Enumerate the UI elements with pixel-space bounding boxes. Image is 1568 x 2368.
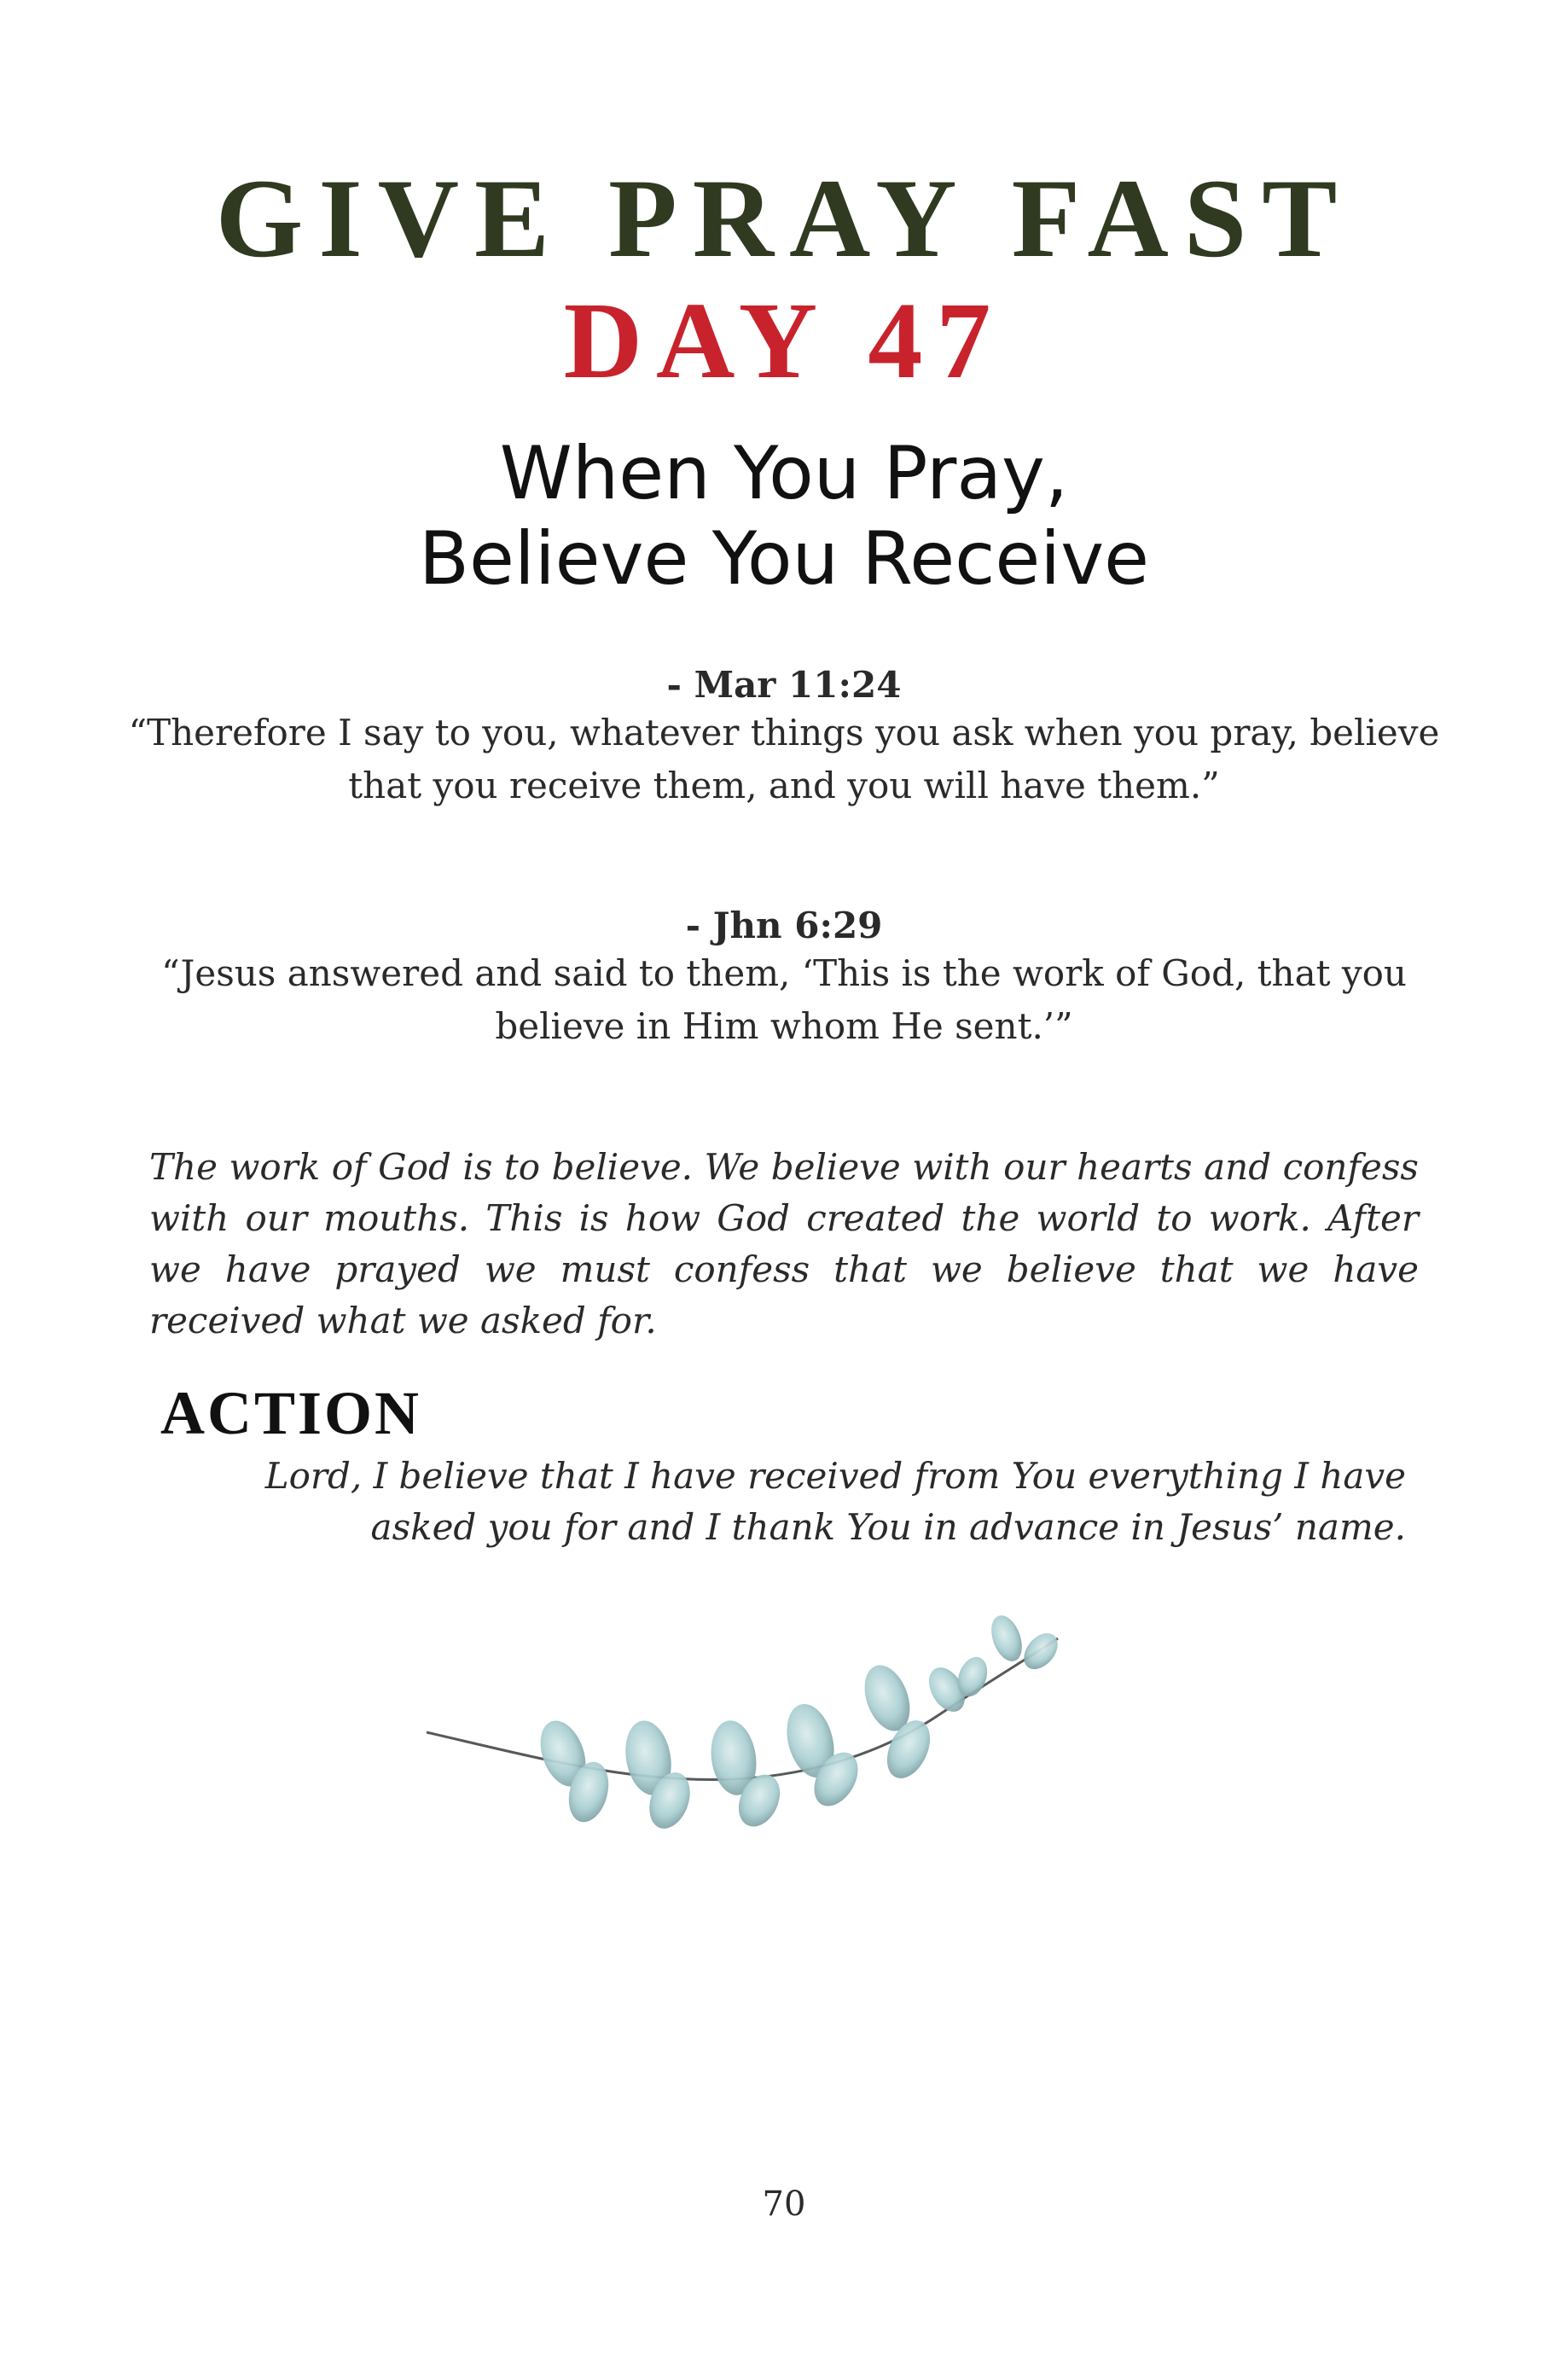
day-label: DAY 47 (563, 280, 1005, 401)
action-prayer: Lord, I believe that I have received from You everything I have asked you for and I thank You in advance in Jesus’ name. (264, 1455, 1406, 1548)
page-title: GIVE PRAY FAST (215, 155, 1353, 281)
reflection-paragraph: The work of God is to believe. We believe with our hearts and confess with our mouths. This is how God created the world to work. After we have prayed we must confess that we believe that we have received what we asked for. (149, 1146, 1419, 1341)
action-heading: ACTION (160, 1379, 422, 1447)
branch-leaves (532, 1611, 1065, 1834)
page-number: 70 (762, 2185, 806, 2224)
verse-text-2: “Jesus answered and said to them, ‘This is the work of God, that you believe in Him whom He sent.’” (161, 952, 1407, 1047)
subtitle-line-2: Believe You Receive (418, 516, 1149, 602)
verse-text-1: “Therefore I say to you, whatever things you ask when you pray, believe that you receive them, and you will have them.” (128, 712, 1440, 806)
devotional-subtitle (0, 431, 1568, 602)
eucalyptus-branch-icon (409, 1587, 1126, 1877)
subtitle-line-1: When You Pray, (499, 431, 1069, 516)
verse-reference-2: - Jhn 6:29 (685, 905, 883, 946)
verse-reference-1: - Mar 11:24 (666, 664, 902, 706)
